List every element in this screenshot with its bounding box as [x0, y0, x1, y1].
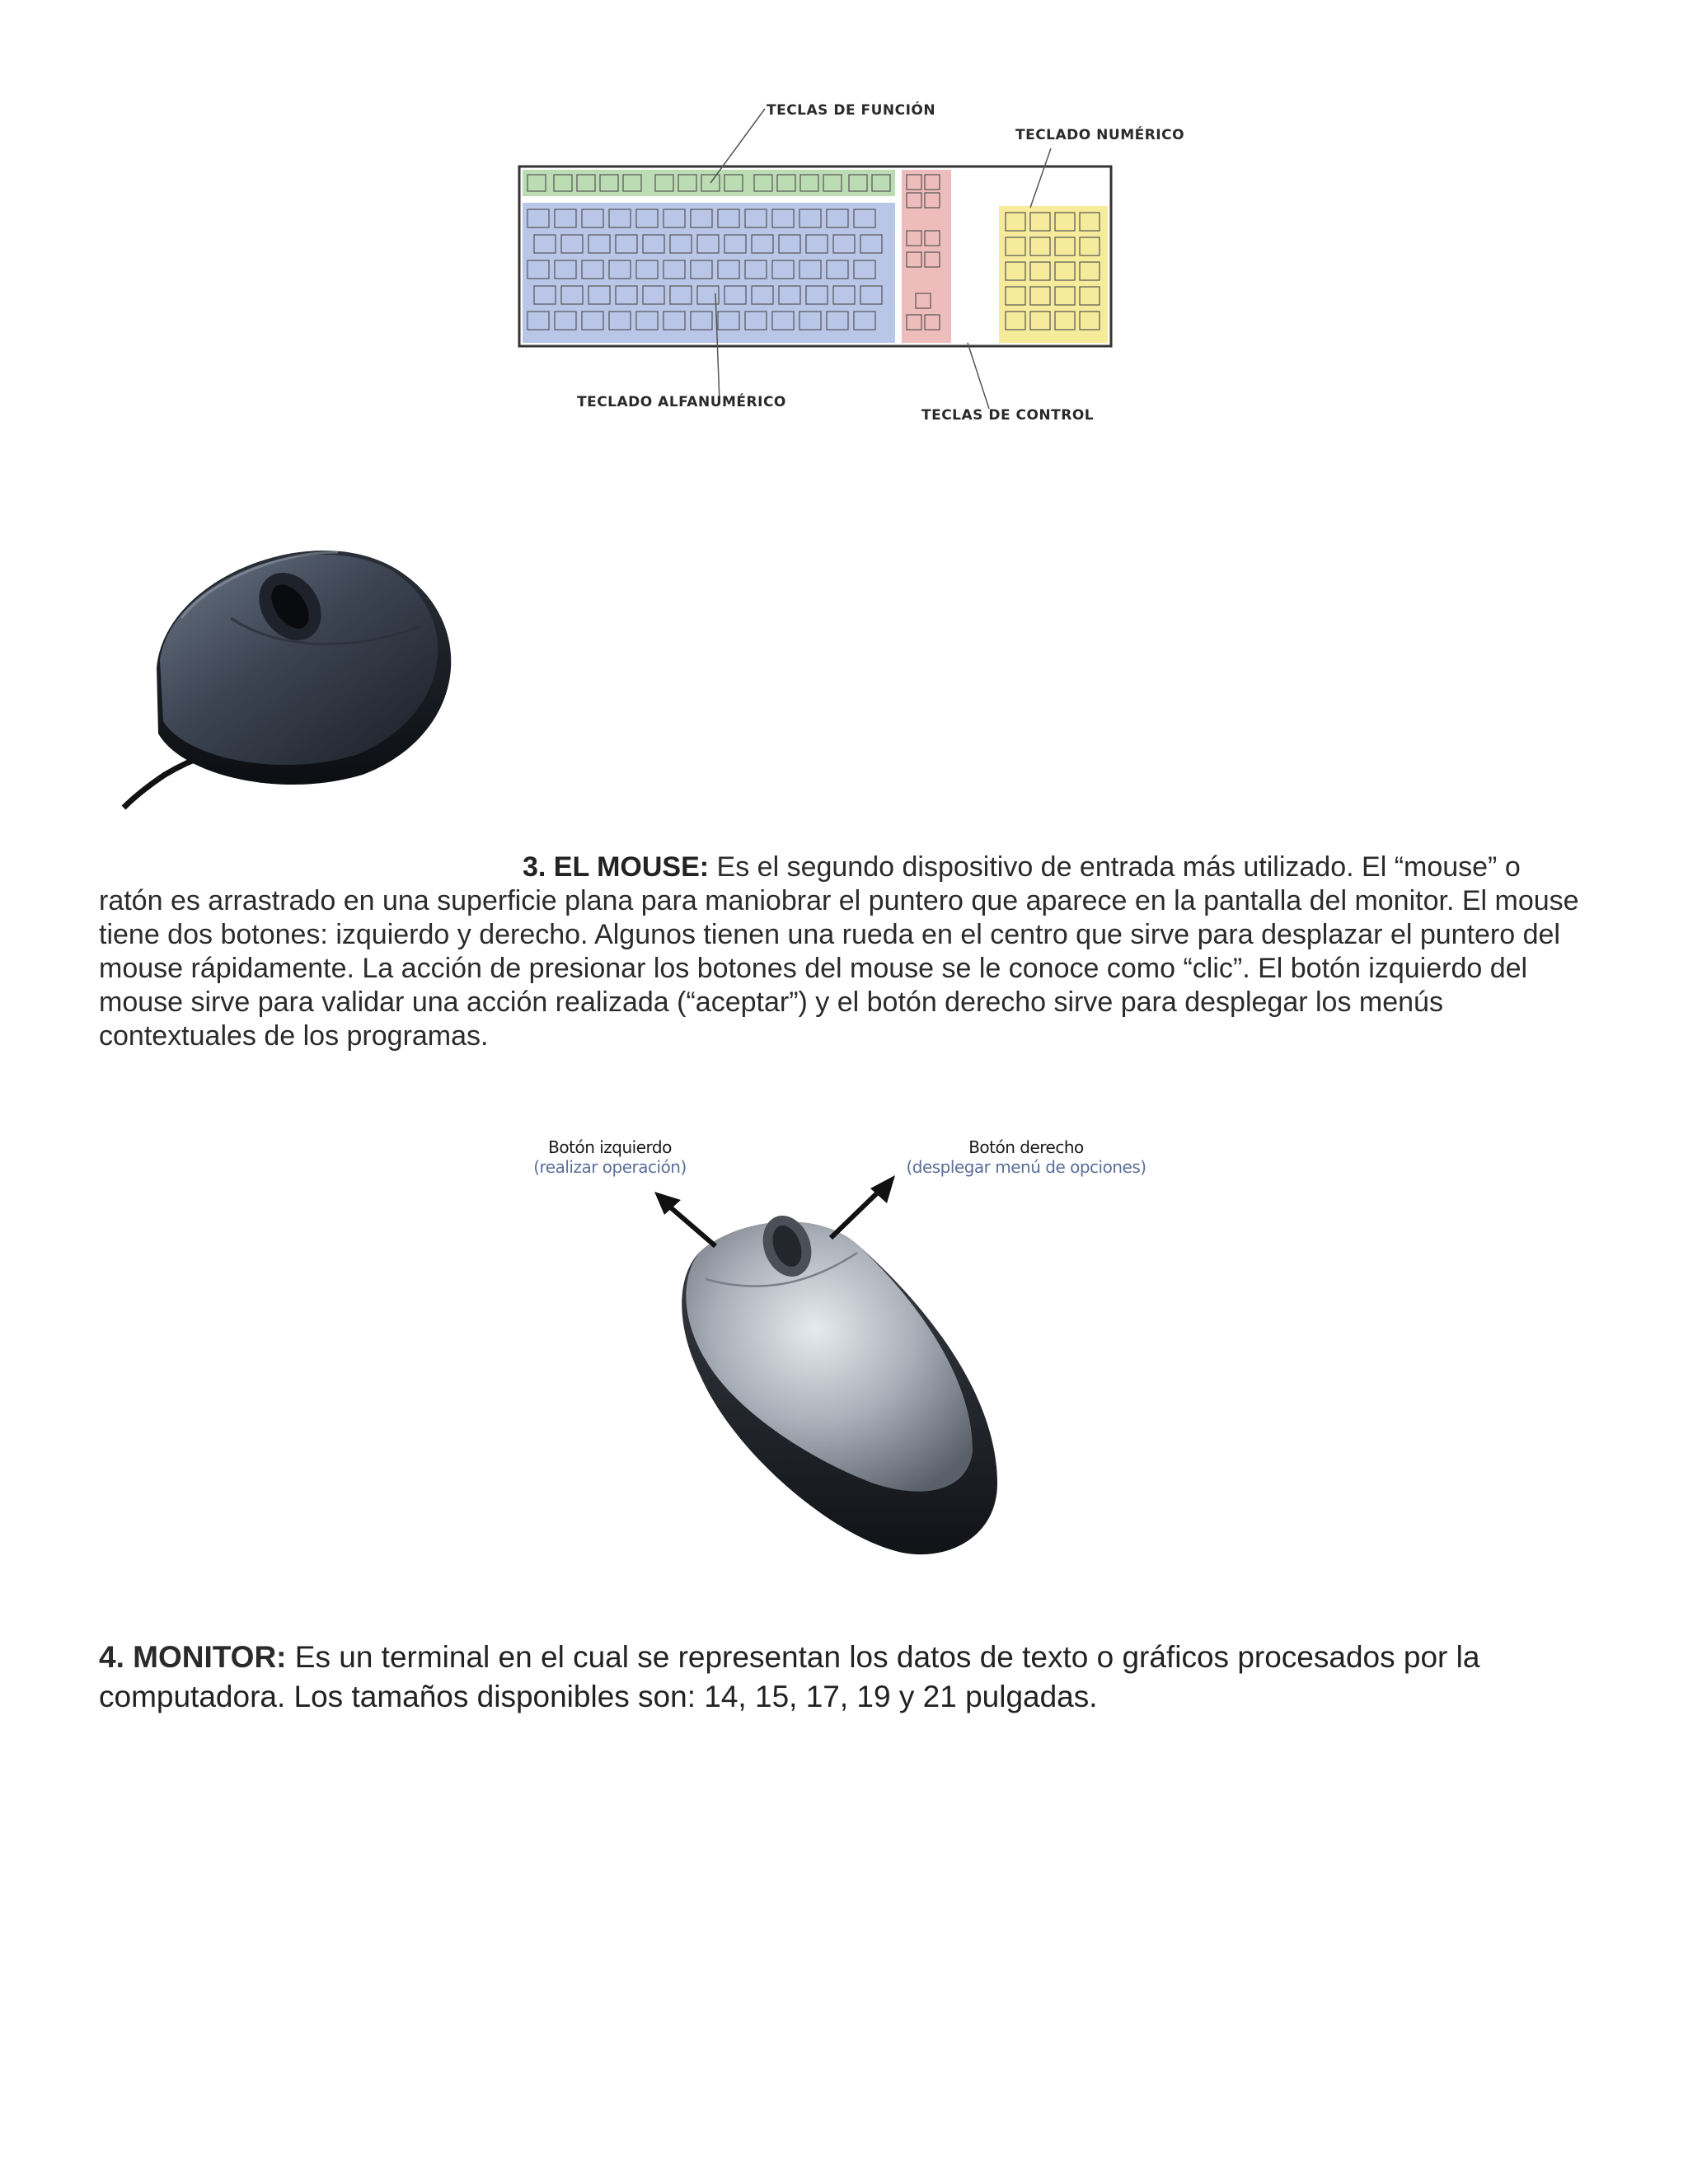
label-numeric-keypad: TECLADO NUMÉRICO: [1015, 127, 1185, 143]
monitor-paragraph: [99, 1638, 1591, 1717]
right-button-label: [898, 1137, 1154, 1177]
label-function-keys: TECLAS DE FUNCIÓN: [767, 102, 936, 119]
monitor-heading: 4. MONITOR:: [99, 1640, 287, 1674]
left-button-title: Botón izquierdo: [548, 1137, 672, 1157]
right-button-subtitle: (desplegar menú de opciones): [906, 1157, 1146, 1177]
mouse-heading: 3. EL MOUSE:: [523, 851, 710, 883]
monitor-body-text: Es un terminal en el cual se representan los datos de texto o gráficos procesados por la computadora. Los tamaños disponibles son: 14, 15, 17, 19 y 21 pulgadas.: [99, 1640, 1480, 1713]
mouse-buttons-figure: [511, 1129, 1170, 1574]
mouse-paragraph: [99, 851, 1591, 1053]
mouse-photo: [107, 527, 519, 824]
right-button-title: Botón derecho: [968, 1137, 1084, 1157]
keyboard-figure: [495, 91, 1203, 437]
silver-mouse-illustration: [511, 1129, 1170, 1574]
left-button-subtitle: (realizar operación): [533, 1157, 687, 1177]
label-alphanumeric-keyboard: TECLADO ALFANUMÉRICO: [577, 394, 786, 410]
mouse-body-text: Es el segundo dispositivo de entrada más utilizado. El “mouse” o ratón es arrastrado en una superficie plana para maniobrar el puntero que aparece en la pantalla del monitor. El mouse tiene dos botones: izquierdo y derecho. Algunos tienen una rueda en el centro que sirve para desplazar el puntero del mouse rápidamente. La acción de presionar los botones del mouse se le conoce como “clic”. El botón izquierdo del mouse sirve para validar una acción realizada (“aceptar”) y el botón derecho sirve para desplegar los menús contextuales de los programas.: [99, 851, 1579, 1052]
left-button-label: [528, 1137, 692, 1177]
label-control-keys: TECLAS DE CONTROL: [921, 407, 1095, 424]
